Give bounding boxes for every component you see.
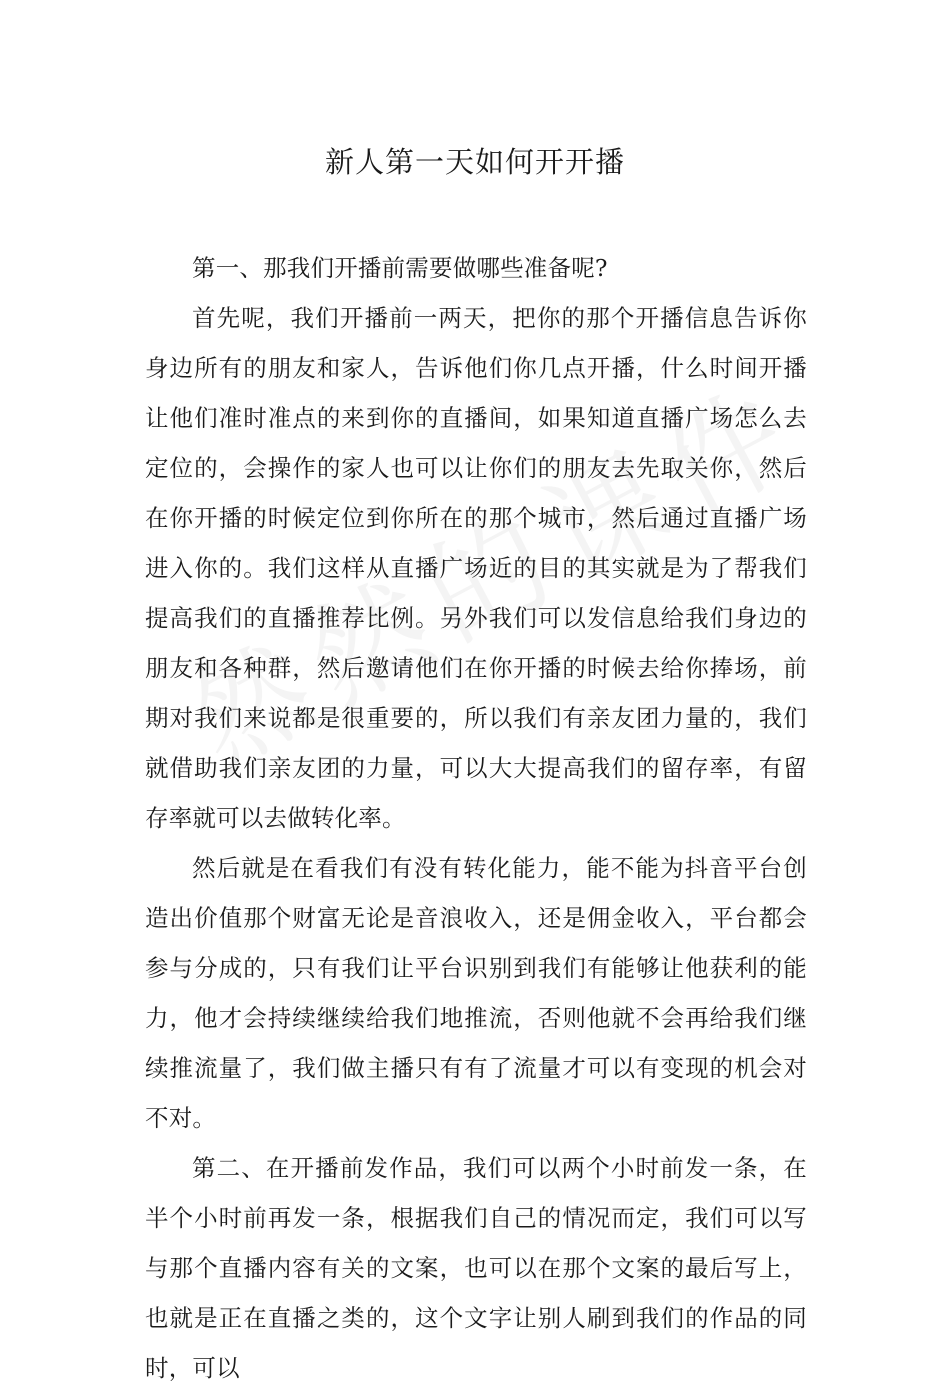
paragraph-conversion: 然后就是在看我们有没有转化能力，能不能为抖音平台创造出价值那个财富无论是音浪收入，还是佣金收入，平台都会参与分成的，只有我们让平台识别到我们有能够让他获利的能力，他才会持续继续给我们地推流，否则他就不会再给我们继续推流量了，我们做主播只有有了流量才可以有变现的机会对不对。 <box>145 854 807 1132</box>
document-body <box>145 243 807 1393</box>
section-heading-preparation: 第一、那我们开播前需要做哪些准备呢? <box>192 254 608 282</box>
page-title: 新人第一天如何开开播 <box>324 145 625 179</box>
paragraph-post-works: 第二、在开播前发作品，我们可以两个小时前发一条，在半个小时前再发一条，根据我们自己的情况而定，我们可以写与那个直播内容有关的文案，也可以在那个文案的最后写上，也就是正在直播之类的，这个文字让别人刷到我们的作品的同时，可以 <box>145 1154 807 1382</box>
paragraph-invite-friends: 首先呢，我们开播前一两天，把你的那个开播信息告诉你身边所有的朋友和家人，告诉他们你几点开播，什么时间开播让他们准时准点的来到你的直播间，如果知道直播广场怎么去定位的，会操作的家人也可以让你们的朋友去先取关你，然后在你开播的时候定位到你所在的那个城市，然后通过直播广场进入你的。我们这样从直播广场近的目的其实就是为了帮我们提高我们的直播推荐比例。另外我们可以发信息给我们身边的朋友和各种群，然后邀请他们在你开播的时候去给你捧场，前期对我们来说都是很重要的，所以我们有亲友团力量的，我们就借助我们亲友团的力量，可以大大提高我们的留存率，有留存率就可以去做转化率。 <box>145 304 807 832</box>
